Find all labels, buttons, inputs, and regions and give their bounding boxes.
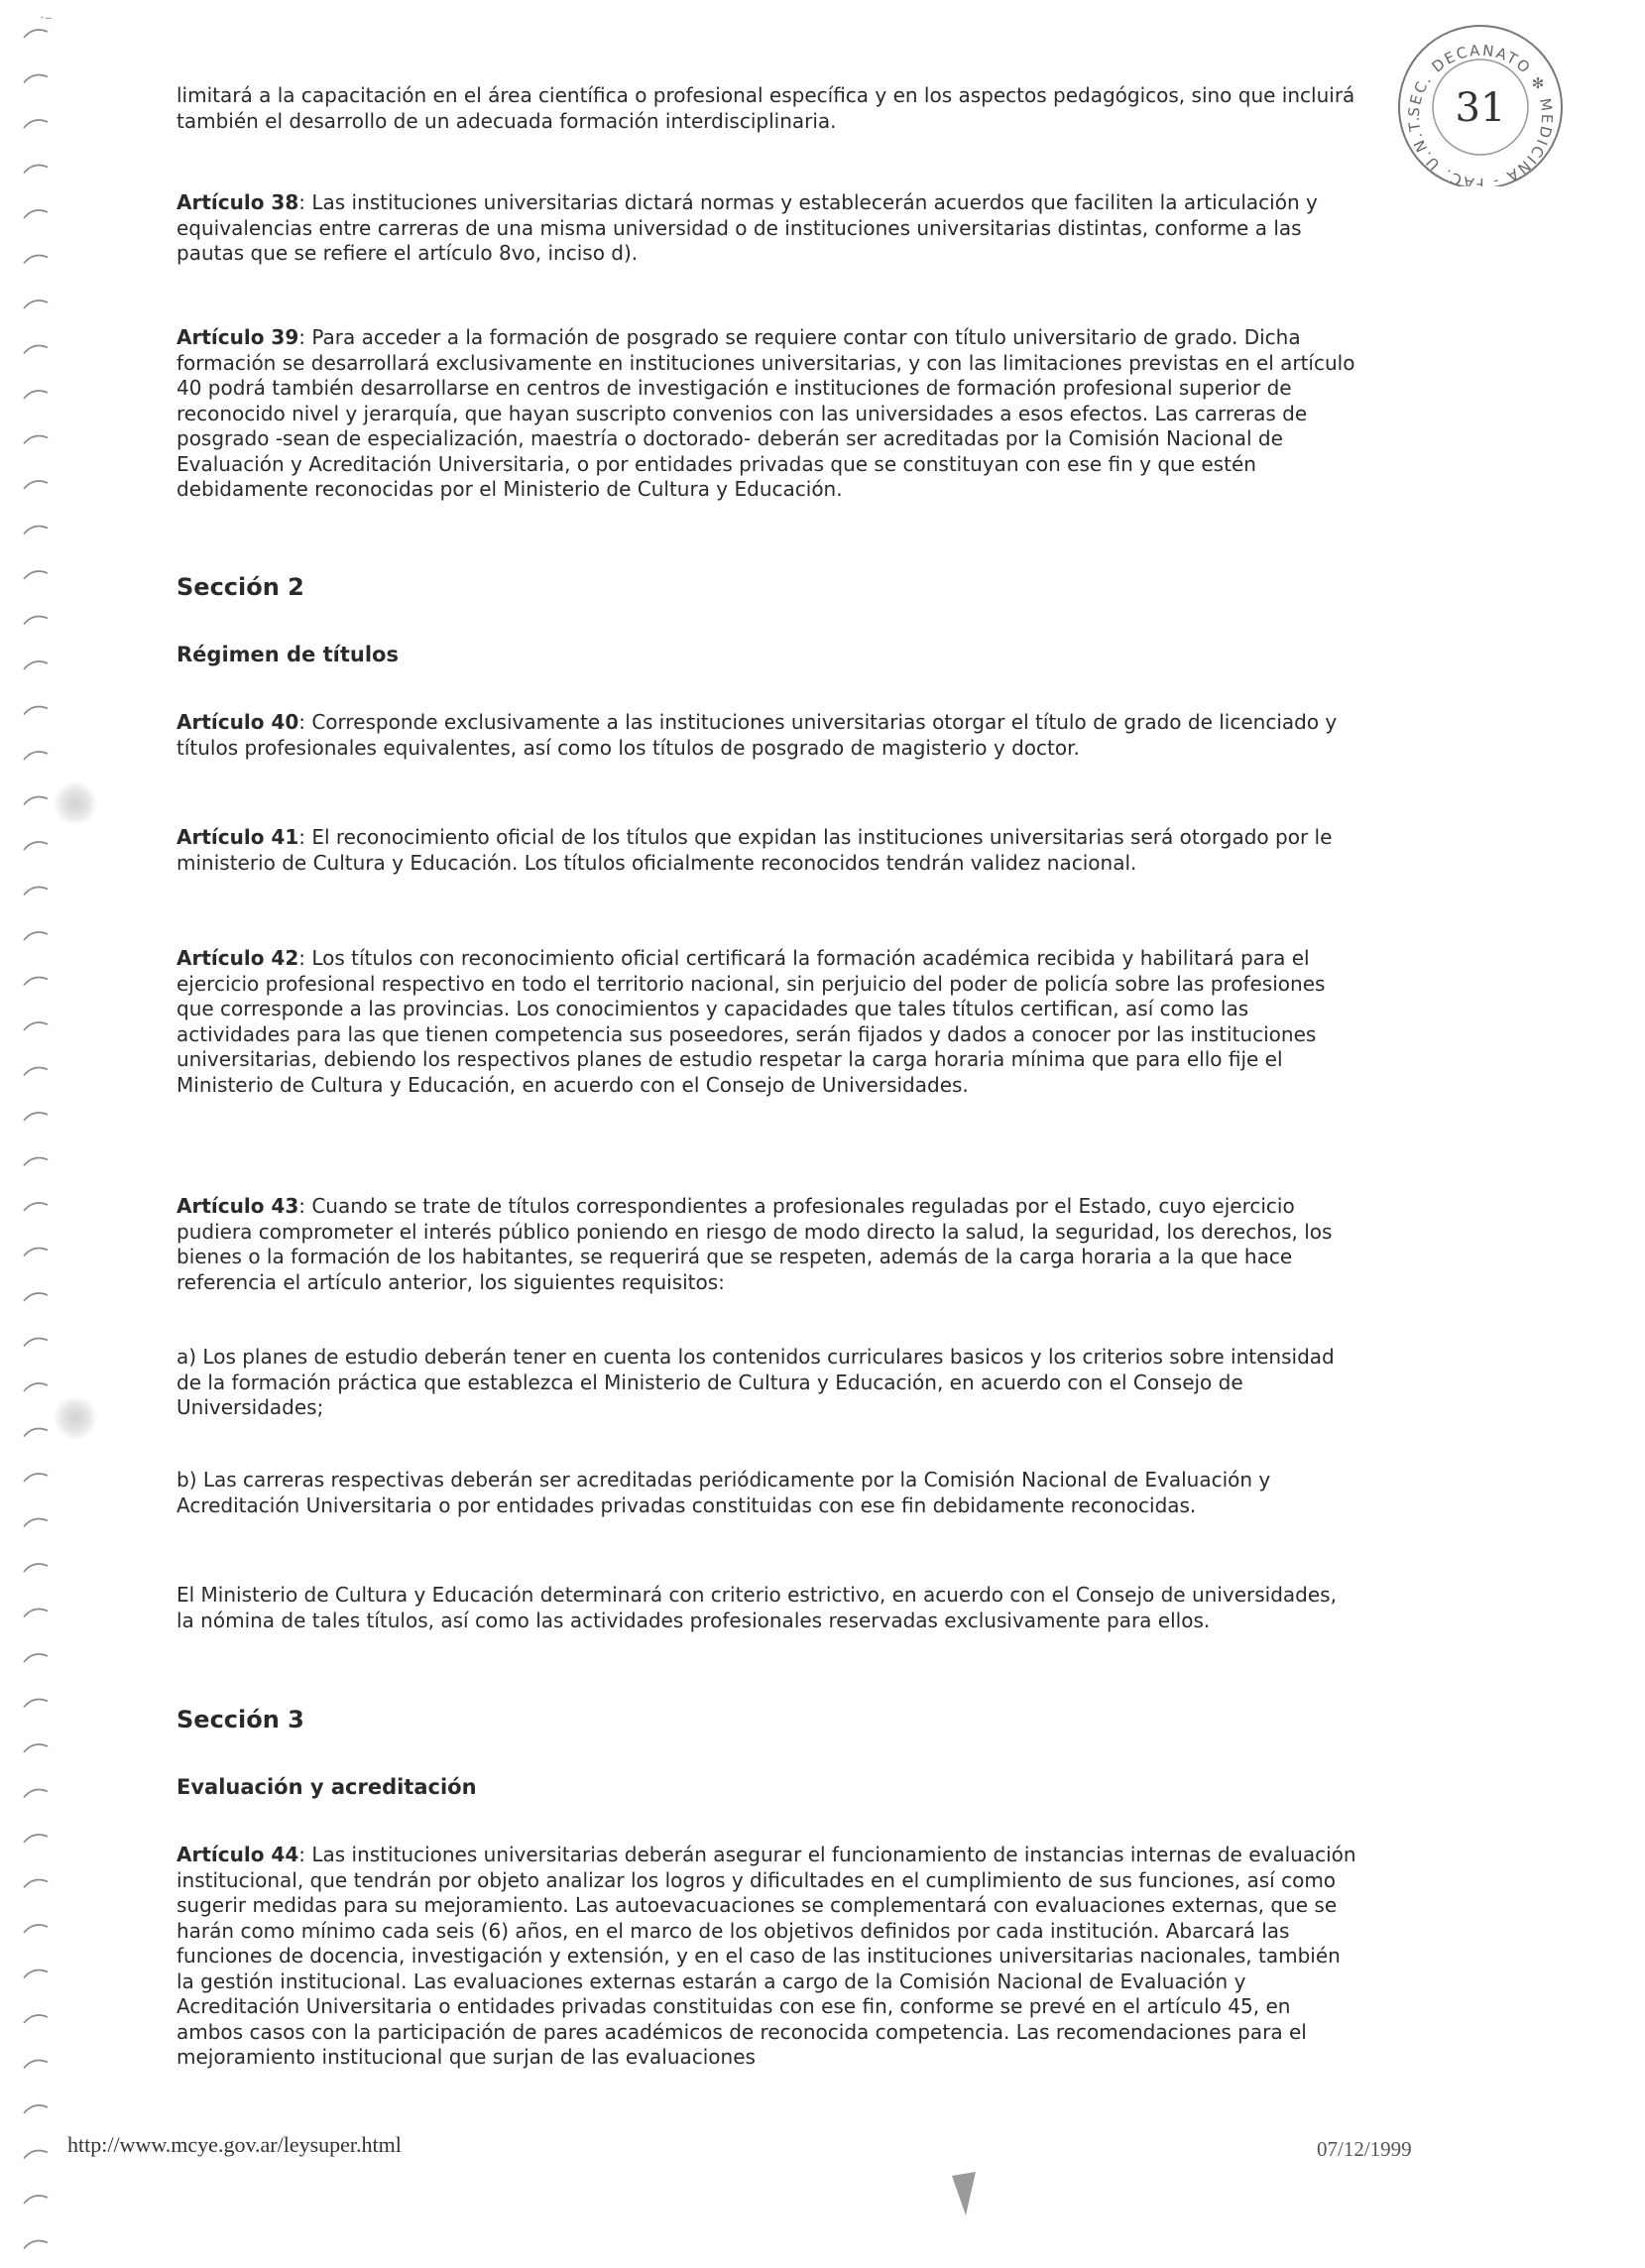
article-41 — [176, 825, 1356, 876]
binding-hole — [24, 978, 48, 986]
binding-hole — [24, 527, 48, 535]
article-43-closing-text: El Ministerio de Cultura y Educación determinará con criterio estrictivo, en acuerdo con el Consejo de universidades, la nómina de tales títulos, así como las actividades profesionales reservadas exclusivamente para ellos. — [176, 1583, 1337, 1632]
article-42-label: Artículo 42 — [176, 946, 299, 970]
binding-hole — [24, 752, 48, 760]
binding-hole — [24, 210, 48, 218]
section-3-subtitle: Evaluación y acreditación — [176, 1775, 477, 1799]
article-38-text: : Las instituciones universitarias dictará normas y establecerán acuerdos que faciliten la articulación y equivalencias entre carreras de una misma universidad o de instituciones universitarias distintas, conforme a las pautas que se refiere el artículo 8vo, inciso d). — [176, 190, 1318, 265]
binding-hole — [24, 1158, 48, 1166]
article-41-label: Artículo 41 — [176, 825, 299, 849]
article-44 — [176, 1843, 1356, 2071]
binding-hole — [24, 1339, 48, 1347]
section-2-subtitle: Régimen de títulos — [176, 643, 399, 666]
binding-holes — [18, 0, 58, 2264]
binding-hole — [24, 1383, 48, 1391]
binding-hole — [24, 300, 48, 308]
section-3-subheading — [176, 1775, 1356, 1799]
article-38-label: Artículo 38 — [176, 190, 299, 214]
article-39 — [176, 325, 1356, 503]
binding-hole — [24, 1293, 48, 1301]
article-43-text: : Cuando se trate de títulos correspondientes a profesionales reguladas por el Estado, cuyo ejercicio pudiera comprometer el interés público poniendo en riesgo de modo directo la salud, la seguridad, los derechos, los bienes o la formación de los habitantes, se requerirá que se respeten, además de la carga horaria a la que hace referencia el artículo anterior, los siguientes requisitos: — [176, 1194, 1333, 1294]
binding-hole — [24, 1970, 48, 1978]
binding-hole — [24, 75, 48, 83]
binding-hole — [24, 1880, 48, 1888]
article-38 — [176, 190, 1356, 267]
binding-hole — [24, 1610, 48, 1617]
binding-hole — [24, 1790, 48, 1798]
binding-hole — [24, 1925, 48, 1933]
binding-hole — [24, 1654, 48, 1662]
scan-speck — [54, 1396, 97, 1440]
article-44-label: Artículo 44 — [176, 1843, 299, 1866]
office-stamp — [1379, 18, 1582, 186]
stamp-ring-text: SEC. DECANATO ✻ MEDICINA - FAC. U.N.T. — [1404, 41, 1557, 186]
footer-url: http://www.mcye.gov.ar/leysuper.html — [67, 2132, 402, 2157]
binding-hole — [24, 2061, 48, 2069]
binding-hole — [24, 346, 48, 354]
article-43-label: Artículo 43 — [176, 1194, 299, 1218]
binding-hole — [24, 2196, 48, 2204]
footer-date: 07/12/1999 — [1317, 2137, 1412, 2161]
section-3 — [176, 1706, 1356, 1733]
binding-hole — [24, 797, 48, 805]
article-43-a-text: a) Los planes de estudio deberán tener en cuenta los contenidos curriculares basicos y los criterios sobre intensidad de la formación práctica que establezca el Ministerio de Cultura y Educación, en acuerdo con el Consejo de Universidades; — [176, 1345, 1335, 1419]
binding-hole — [24, 932, 48, 940]
scan-marker-arrow — [950, 2172, 978, 2217]
binding-hole — [24, 1249, 48, 1256]
binding-hole — [24, 120, 48, 128]
binding-hole — [24, 1113, 48, 1121]
article-42-text: : Los títulos con reconocimiento oficial certificará la formación académica recibida y habilitará para el ejercicio profesional respectivo en todo el territorio nacional, sin perjuicio del poder de policía sobre las profesiones que corresponde a las provincias. Los conocimientos y capacidades que tales títulos certifican, así como las actividades para las que tienen competencia sus poseedores, serán fijados y dados a conocer por las instituciones universitarias, debiendo los respectivos planes de estudio respetar la carga horaria mínima que para ello fije el Ministerio de Cultura y Educación, en acuerdo con el Consejo de Universidades. — [176, 946, 1326, 1097]
intro-paragraph — [176, 83, 1356, 134]
article-40 — [176, 710, 1356, 761]
section-2-subheading — [176, 643, 1356, 666]
article-41-text: : El reconocimiento oficial de los títulos que expidan las instituciones universitarias será otorgado por le ministerio de Cultura y Educación. Los títulos oficialmente reconocidos tendrán validez nacional. — [176, 825, 1333, 875]
binding-hole — [24, 391, 48, 399]
article-39-text: : Para acceder a la formación de posgrado se requiere contar con título universitario de grado. Dicha formación se desarrollará exclusivamente en instituciones universitarias, y con las limitaciones previstas en el artículo 40 podrá también desarrollarse en centros de investigación e instituciones de formación profesional superior de reconocido nivel y jerarquía, que hayan suscripto convenios con las universidades a esos efectos. Las carreras de posgrado -sean de especialización, maestría o doctorado- deberán ser acreditadas por la Comisión Nacional de Evaluación y Acreditación Universitaria, o por entidades privadas que se constituyan con ese fin y que estén debidamente reconocidas por el Ministerio de Cultura y Educación. — [176, 325, 1355, 501]
article-43-item-a — [176, 1345, 1356, 1421]
binding-hole — [24, 617, 48, 625]
section-2-title: Sección 2 — [176, 573, 304, 601]
article-43-item-b — [176, 1468, 1356, 1518]
binding-hole — [24, 2105, 48, 2113]
binding-hole — [24, 1744, 48, 1752]
article-43-b-text: b) Las carreras respectivas deberán ser acreditadas periódicamente por la Comisión Nacional de Evaluación y Acreditación Universitaria o por entidades privadas constituidas con ese fin debidamente reconocidas. — [176, 1468, 1271, 1517]
article-39-label: Artículo 39 — [176, 325, 299, 349]
binding-hole — [24, 1564, 48, 1572]
binding-hole — [24, 1519, 48, 1527]
binding-hole — [24, 842, 48, 850]
binding-hole — [24, 888, 48, 895]
binding-hole — [24, 436, 48, 444]
article-44-text: : Las instituciones universitarias deberán asegurar el funcionamiento de instancias internas de evaluación institucional, que tendrán por objeto analizar los logros y dificultades en el cumplimiento de sus funciones, así como sugerir medidas para su mejoramiento. Las autoevacuaciones se complementará con evaluaciones externas, que se harán como mínimo cada seis (6) años, en el marco de los objetivos definidos por cada institución. Abarcará las funciones de docencia, investigación y extensión, y en el caso de las instituciones universitarias nacionales, también la gestión institucional. Las evaluaciones externas estarán a cargo de la Comisión Nacional de Evaluación y Acreditación Universitaria o entidades privadas constituidas con ese fin, conforme se prevé en el artículo 45, en ambos casos con la participación de pares académicos de reconocida competencia. Las recomendaciones para el mejoramiento institucional que surjan de las evaluaciones — [176, 1843, 1356, 2069]
binding-hole — [24, 707, 48, 715]
article-40-text: : Corresponde exclusivamente a las instituciones universitarias otorgar el título de grado de licenciado y títulos profesionales equivalentes, así como los títulos de posgrado de magisterio y doctor. — [176, 710, 1338, 760]
binding-hole — [24, 166, 48, 174]
binding-hole — [24, 2151, 48, 2159]
binding-hole — [24, 661, 48, 669]
binding-hole — [24, 1835, 48, 1843]
corner-mark: ·– — [40, 8, 54, 27]
binding-hole — [24, 481, 48, 489]
binding-hole — [24, 30, 48, 38]
article-43-closing — [176, 1583, 1356, 1633]
stamp-page-number: 31 — [1455, 85, 1506, 131]
article-42 — [176, 946, 1356, 1098]
section-3-title: Sección 3 — [176, 1706, 304, 1733]
binding-hole — [24, 1068, 48, 1076]
binding-hole — [24, 256, 48, 264]
binding-hole — [24, 1203, 48, 1211]
binding-hole — [24, 1429, 48, 1437]
article-43 — [176, 1194, 1356, 1295]
binding-hole — [24, 2241, 48, 2249]
article-40-label: Artículo 40 — [176, 710, 299, 734]
binding-hole — [24, 1700, 48, 1708]
scan-speck — [54, 781, 97, 825]
binding-hole — [24, 1474, 48, 1482]
binding-hole — [24, 1022, 48, 1030]
binding-hole — [24, 571, 48, 579]
intro-text: limitará a la capacitación en el área científica o profesional específica y en los aspectos pedagógicos, sino que incluirá también el desarrollo de un adecuada formación interdisciplinaria. — [176, 83, 1355, 133]
binding-hole — [24, 2015, 48, 2023]
section-2 — [176, 573, 1356, 601]
